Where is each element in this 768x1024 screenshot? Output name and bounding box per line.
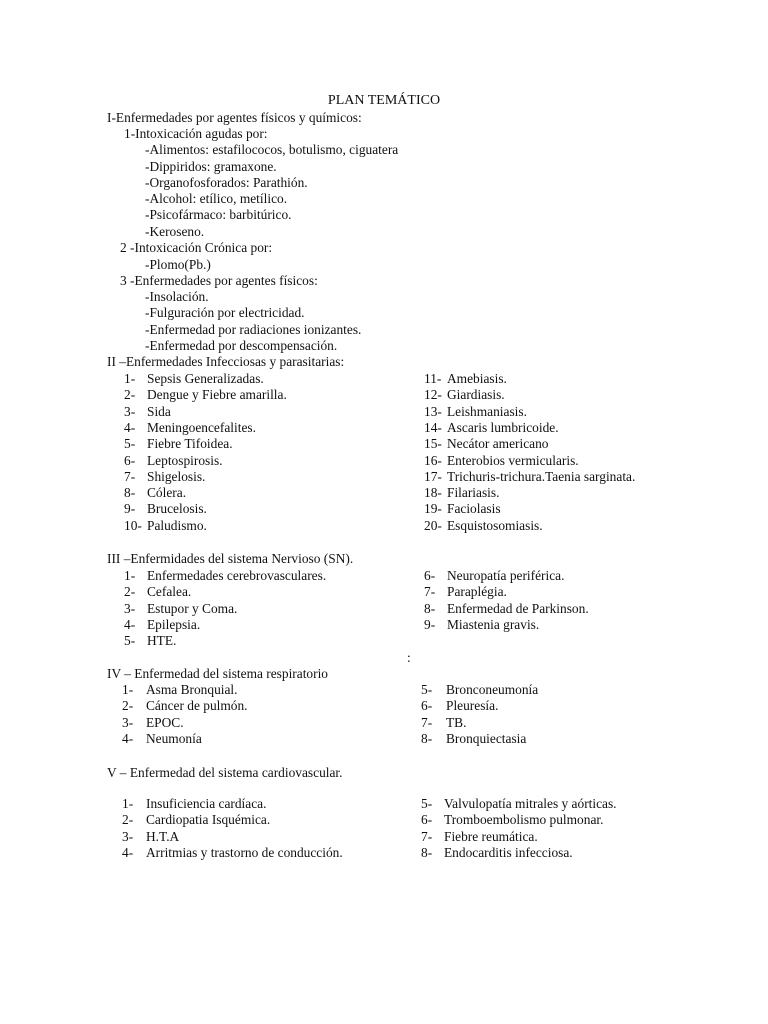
list-item-number: 1- [124, 371, 136, 386]
list-item-number: 7- [421, 714, 433, 730]
list-item-number: 7- [124, 468, 136, 484]
list-item-number: 10- [124, 517, 142, 533]
list-item-number: 5- [124, 633, 136, 649]
list-item-number: 4- [122, 844, 134, 860]
list-item-number: 14- [424, 419, 442, 435]
list-item-label: Fiebre Tifoidea. [147, 436, 233, 452]
list-item-number: 2- [122, 812, 134, 828]
list-item-number: 6- [424, 568, 436, 583]
list-item-label: Arritmias y trastorno de conducción. [146, 844, 343, 860]
list-item-number: 8- [421, 844, 433, 860]
list-item-label: TB. [446, 714, 467, 730]
list-item-number: 3- [122, 828, 134, 844]
list-item-number: 7- [424, 584, 436, 600]
section-heading: II –Enfermedades Infecciosas y parasitarias: [107, 354, 345, 369]
list-item-label: Epilepsia. [147, 616, 201, 632]
list-item-number: 9- [124, 501, 136, 517]
section-heading: V – Enfermedad del sistema cardiovascular. [107, 765, 343, 780]
list-item: -Psicofármaco: barbitúrico. [145, 207, 292, 222]
list-item-number: 3- [122, 714, 134, 730]
list-item-label: Leishmaniasis. [447, 403, 527, 419]
list-item-label: EPOC. [146, 714, 184, 730]
list-item-label: Fiebre reumática. [444, 828, 538, 844]
list-item-label: Pleuresía. [446, 698, 499, 714]
list-item-number: 5- [421, 682, 433, 697]
list-item: -Fulguración por electricidad. [145, 305, 305, 320]
list-item-number: 19- [424, 501, 442, 517]
list-item-label: Valvulopatía mitrales y aórticas. [444, 796, 617, 811]
page-title: PLAN TEMÁTICO [327, 93, 441, 108]
list-item-number: 8- [124, 485, 136, 501]
list-item-number: 6- [421, 698, 433, 714]
list-item-number: 5- [421, 796, 433, 811]
list-item-number: 3- [124, 403, 136, 419]
list-item-label: Tromboembolismo pulmonar. [444, 812, 604, 828]
list-item-label: Bronquiectasia [446, 730, 527, 746]
list-item-number: 17- [424, 468, 442, 484]
list-item-number: 15- [424, 436, 442, 452]
section-heading: IV – Enfermedad del sistema respiratorio [107, 666, 328, 681]
list-item-number: 18- [424, 485, 442, 501]
list-item: -Organofosforados: Parathión. [145, 175, 308, 190]
list-item-label: Faciolasis [447, 501, 501, 517]
list-item-label: Cardiopatia Isquémica. [146, 812, 271, 828]
list-item: -Enfermedad por radiaciones ionizantes. [145, 322, 362, 337]
list-item-label: Neuropatía periférica. [447, 568, 565, 583]
list-item-label: Sepsis Generalizadas. [147, 371, 264, 386]
list-item-label: Estupor y Coma. [147, 600, 238, 616]
list-item-label: Enfermedad de Parkinson. [447, 600, 589, 616]
list-item-label: Paraplégia. [447, 584, 507, 600]
list-item-label: Dengue y Fiebre amarilla. [147, 387, 287, 403]
stray-mark: : [407, 650, 411, 665]
list-item-label: Trichuris-trichura.Taenia sarginata. [447, 468, 636, 484]
list-item-label: Shigelosis. [147, 468, 206, 484]
list-item-number: 6- [421, 812, 433, 828]
list-item-label: Endocarditis infecciosa. [444, 844, 573, 860]
list-item-label: Enfermedades cerebrovasculares. [147, 568, 327, 583]
list-item-number: 11- [424, 371, 442, 386]
list-item-number: 12- [424, 387, 442, 403]
list-item-label: H.T.A [146, 828, 180, 844]
list-item-number: 16- [424, 452, 442, 468]
list-item-label: Meningoencefalites. [147, 419, 256, 435]
list-item-label: Esquistosomiasis. [447, 517, 543, 533]
list-item-number: 1- [122, 796, 134, 811]
list-item-label: Sida [147, 403, 171, 419]
list-item-number: 13- [424, 403, 442, 419]
list-item-label: Enterobios vermicularis. [447, 452, 579, 468]
list-item-label: Cólera. [147, 485, 187, 501]
list-item: -Dippiridos: gramaxone. [145, 159, 277, 174]
subsection-heading: 1-Intoxicación agudas por: [124, 126, 268, 141]
list-item: -Keroseno. [145, 224, 205, 239]
list-item-label: Asma Bronquial. [146, 682, 238, 697]
list-item-number: 2- [124, 584, 136, 600]
list-item: -Alcohol: etílico, metílico. [145, 191, 288, 206]
list-item-number: 7- [421, 828, 433, 844]
list-item-label: Cefalea. [147, 584, 192, 600]
list-item-label: Bronconeumonía [446, 682, 539, 697]
list-item: -Plomo(Pb.) [145, 257, 211, 272]
list-item-number: 2- [124, 387, 136, 403]
list-item-number: 9- [424, 616, 436, 632]
list-item-number: 5- [124, 436, 136, 452]
list-item: -Enfermedad por descompensación. [145, 338, 338, 353]
list-item-label: Neumonía [146, 730, 202, 746]
list-item-label: Filariasis. [447, 485, 500, 501]
list-item-number: 1- [122, 682, 134, 697]
list-item-number: 8- [424, 600, 436, 616]
list-item-label: Giardiasis. [447, 387, 505, 403]
list-item-label: Leptospirosis. [147, 452, 223, 468]
list-item-label: Brucelosis. [147, 501, 207, 517]
list-item-number: 1- [124, 568, 136, 583]
list-item-number: 20- [424, 517, 442, 533]
list-item-number: 4- [124, 616, 136, 632]
list-item-number: 8- [421, 730, 433, 746]
list-item-label: Paludismo. [147, 517, 207, 533]
list-item-label: HTE. [147, 633, 177, 649]
list-item: -Alimentos: estafilococos, botulismo, ciguatera [145, 142, 399, 157]
section-heading: I-Enfermedades por agentes físicos y químicos: [107, 110, 362, 125]
list-item-number: 4- [122, 730, 134, 746]
list-item-number: 6- [124, 452, 136, 468]
list-item-label: Cáncer de pulmón. [146, 698, 248, 714]
section-heading: III –Enfermidades del sistema Nervioso (SN). [107, 551, 354, 566]
list-item-label: Necátor americano [447, 436, 549, 452]
list-item: -Insolación. [145, 289, 209, 304]
list-item-label: Miastenia gravis. [447, 616, 540, 632]
list-item-label: Insuficiencia cardíaca. [146, 796, 267, 811]
list-item-number: 4- [124, 419, 136, 435]
subsection-heading: 2 -Intoxicación Crónica por: [120, 240, 273, 255]
subsection-heading: 3 -Enfermedades por agentes físicos: [120, 273, 318, 288]
list-item-number: 2- [122, 698, 134, 714]
list-item-label: Amebiasis. [447, 371, 507, 386]
list-item-label: Ascaris lumbricoide. [447, 419, 559, 435]
list-item-number: 3- [124, 600, 136, 616]
